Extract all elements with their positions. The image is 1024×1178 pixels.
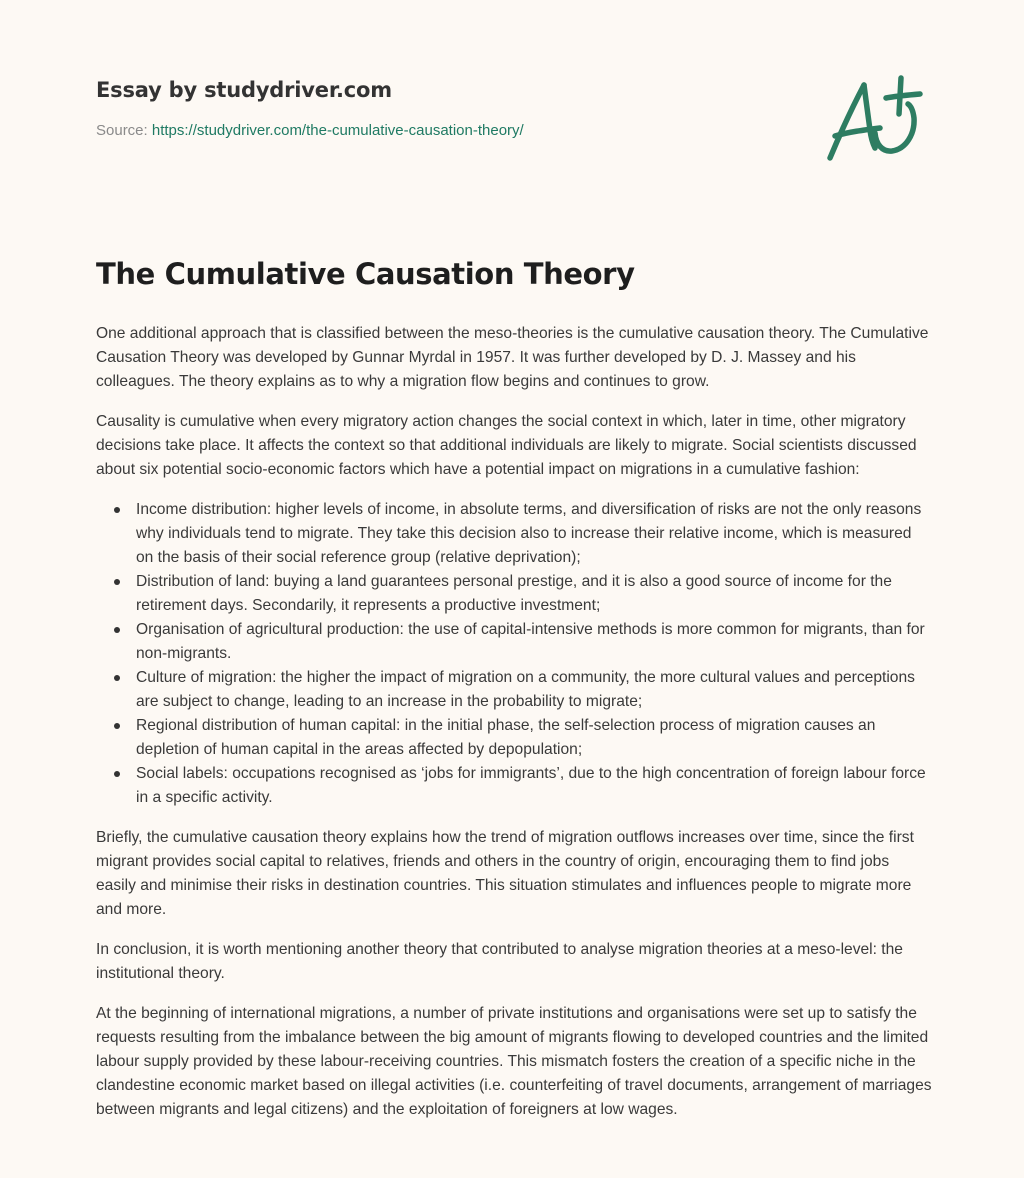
paragraph-intro: One additional approach that is classified between the meso-theories is the cumulative causation theory. The Cumulative Causation Theory was developed by Gunnar Myrdal in 1957. It was further developed by D. J. Massey and his colleagues. The theory explains as to why a migration flow begins and continues to grow. [96,325,929,390]
list-item-text: Culture of migration: the higher the impact of migration on a community, the more cultural values and perceptions are subject to change, leading to an increase in the probability to migrate; [136,669,915,710]
bullet-icon [114,579,120,585]
list-item-text: Income distribution: higher levels of income, in absolute terms, and diversification of risks are not the only reasons why individuals tend to migrate. They take this decision also to increase their relative income, which is measured on the basis of their social reference group (relative deprivation); [136,501,922,566]
bullet-icon [114,771,120,777]
paragraph-conclusion: In conclusion, it is worth mentioning another theory that contributed to analyse migration theories at a meso-level: the institutional theory. [96,941,903,982]
site-title: Essay by studydriver.com [96,78,392,102]
page-title: The Cumulative Causation Theory [96,257,635,291]
paragraph-briefly: Briefly, the cumulative causation theory explains how the trend of migration outflows increases over time, since the first migrant provides social capital to relatives, friends and others in the country of origin, encouraging them to find jobs easily and minimise their risks in destination countries. This situation stimulates and influences people to migrate more and more. [96,829,914,918]
list-item [136,570,932,618]
list-item [136,666,932,714]
bullet-icon [114,507,120,513]
bullet-icon [114,627,120,633]
source-link[interactable]: https://studydriver.com/the-cumulative-causation-theory/ [151,122,524,139]
list-item-text: Distribution of land: buying a land guarantees personal prestige, and it is also a good source of income for the retirement days. Secondarily, it represents a productive investment; [136,573,892,614]
list-item-text: Social labels: occupations recognised as ‘jobs for immigrants’, due to the high concentration of foreign labour force in a specific activity. [136,765,926,806]
list-item-text: Regional distribution of human capital: in the initial phase, the self-selection process of migration causes an depletion of human capital in the areas affected by depopulation; [136,717,876,758]
bullet-icon [114,675,120,681]
list-item [136,714,932,762]
paragraph-institutions: At the beginning of international migrations, a number of private institutions and organisations were set up to satisfy the requests resulting from the imbalance between the big amount of migrants flowing to developed countries and the limited labour supply provided by these labour-receiving countries. This mismatch fosters the creation of a specific niche in the clandestine economic market based on illegal activities (i.e. counterfeiting of travel documents, arrangement of marriages between migrants and legal citizens) and the exploitation of foreigners at low wages. [96,1005,932,1118]
page-header [96,76,796,141]
factors-list [96,498,932,810]
paragraph-causality: Causality is cumulative when every migratory action changes the social context in which, later in time, other migratory decisions take place. It affects the context so that additional individuals are likely to migrate. Social scientists discussed about six potential socio-economic factors which have a potential impact on migrations in a cumulative fashion: [96,413,917,478]
list-item [136,498,932,570]
source-line [96,121,796,141]
list-item [136,618,932,666]
a-plus-grade-icon [818,68,930,168]
list-item-text: Organisation of agricultural production: the use of capital-intensive methods is more common for migrants, than for non-migrants. [136,621,925,662]
article [96,252,932,1138]
bullet-icon [114,723,120,729]
source-label: Source: [96,122,148,139]
list-item [136,762,932,810]
